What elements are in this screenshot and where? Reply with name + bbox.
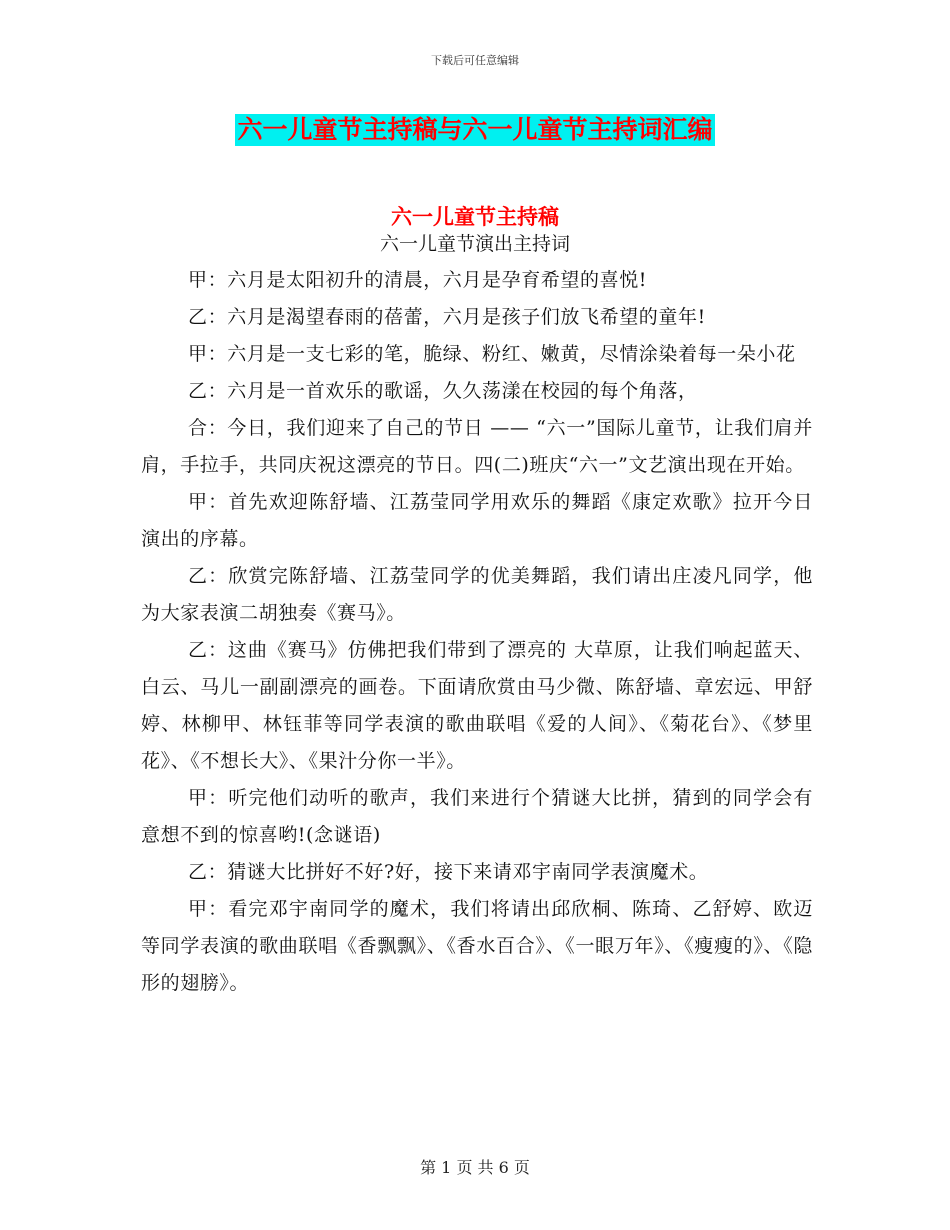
paragraph: 合：今日，我们迎来了自己的节日 —— “六一”国际儿童节，让我们肩并肩，手拉手，共同庆祝这漂亮的节日。四(二)班庆“六一”文艺演出现在开始。 <box>141 417 813 476</box>
subtitle: 六一儿童节演出主持词 <box>379 233 570 255</box>
paragraph: 乙：六月是一首欢乐的歌谣，久久荡漾在校园的每个角落， <box>188 380 698 402</box>
page-footer: 第 1 页 共 6 页 <box>420 1158 530 1177</box>
paragraph: 甲：听完他们动听的歌声，我们来进行个猜谜大比拼，猜到的同学会有意想不到的惊喜哟!(念谜语) <box>141 787 813 846</box>
paragraph: 甲：首先欢迎陈舒墙、江荔莹同学用欢乐的舞蹈《康定欢歌》拉开今日演出的序幕。 <box>141 491 813 550</box>
section-title: 六一儿童节主持稿 <box>391 205 559 229</box>
paragraph: 乙：猜谜大比拼好不好?好，接下来请邓宇南同学表演魔术。 <box>188 861 709 883</box>
header-note: 下载后可任意编辑 <box>431 54 519 67</box>
paragraph: 甲：六月是一支七彩的笔，脆绿、粉红、嫩黄，尽情涂染着每一朵小花 <box>188 343 796 365</box>
main-title: 六一儿童节主持稿与六一儿童节主持词汇编 <box>237 115 713 144</box>
paragraph: 甲：六月是太阳初升的清晨，六月是孕育希望的喜悦! <box>188 269 648 291</box>
document-body <box>141 262 813 1002</box>
paragraph: 甲：看完邓宇南同学的魔术，我们将请出邱欣桐、陈琦、乙舒婷、欧迈等同学表演的歌曲联唱《香飘飘》、《香水百合》、《一眼万年》、《瘦瘦的》、《隐形的翅膀》。 <box>141 898 813 994</box>
paragraph: 乙：这曲《赛马》仿佛把我们带到了漂亮的 大草原，让我们响起蓝天、白云、马儿一副副漂亮的画卷。下面请欣赏由马少微、陈舒墙、章宏远、甲舒婷、林柳甲、林钰菲等同学表演的歌曲联唱《爱的人间》、《菊花台》、《梦里花》、《不想长大》、《果汁分你一半》。 <box>141 639 813 772</box>
paragraph: 乙：六月是渴望春雨的蓓蕾，六月是孩子们放飞希望的童年! <box>188 306 706 328</box>
main-title-container <box>0 114 950 146</box>
paragraph: 乙：欣赏完陈舒墙、江荔莹同学的优美舞蹈，我们请出庄凌凡同学，他为大家表演二胡独奏《赛马》。 <box>141 565 813 624</box>
